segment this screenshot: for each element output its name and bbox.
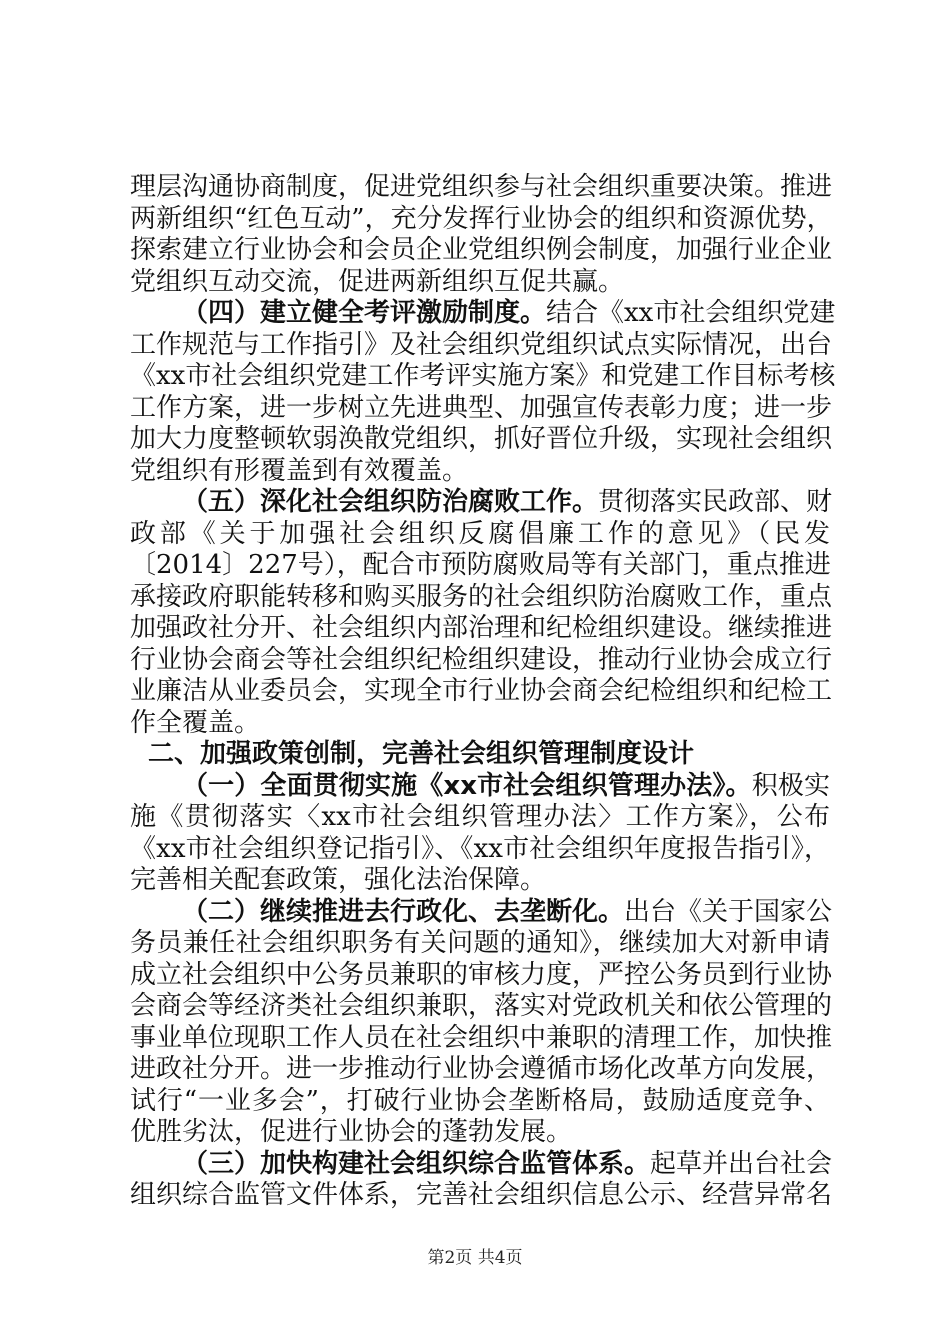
text-line: 工作方案，进一步树立先进典型、加强宣传表彰力度；进一步: [130, 392, 833, 423]
paragraph-heading-line: [130, 298, 836, 330]
text-line: 探索建立行业协会和会员企业党组织例会制度，加强行业企业: [130, 235, 833, 265]
subsection-title: （三）加快构建社会组织综合监管体系。: [182, 1148, 651, 1179]
text-run: 出台《关于国家公: [624, 896, 833, 927]
text-line: 优胜劣汰，促进行业协会的蓬勃发展。: [130, 1117, 573, 1147]
text-line: 《xx市社会组织登记指引》、《xx市社会组织年度报告指引》，: [130, 833, 830, 864]
paragraph-heading-line: [130, 771, 830, 803]
text-line: 《xx市社会组织党建工作考评实施方案》和党建工作目标考核: [130, 361, 836, 391]
text-line: 会商会等经济类社会组织兼职，落实对党政机关和依公管理的: [130, 991, 833, 1021]
page-footer: 第2页 共4页: [427, 1248, 523, 1268]
text-line: 承接政府职能转移和购买服务的社会组织防治腐败工作，重点: [130, 581, 833, 612]
text-line: 业廉洁从业委员会，实现全市行业协会商会纪检组织和纪检工: [130, 676, 833, 706]
text-line: 党组织有形覆盖到有效覆盖。: [130, 455, 469, 486]
text-line: 事业单位现职工作人员在社会组织中兼职的清理工作，加快推: [130, 1022, 833, 1053]
text-line: 理层沟通协商制度，促进党组织参与社会组织重要决策。推进: [130, 172, 833, 202]
text-line: 两新组织“红色互动”，充分发挥行业协会的组织和资源优势，: [130, 203, 833, 234]
text-line: 行业协会商会等社会组织纪检组织建设，推动行业协会成立行: [130, 644, 833, 675]
text-line: 党组织互动交流，促进两新组织互促共赢。: [130, 266, 625, 297]
text-line: 施《贯彻落实〈xx市社会组织管理办法〉工作方案》，公布: [130, 802, 830, 832]
paragraph-heading-line: [130, 487, 833, 519]
text-line: 工作规范与工作指引》及社会组织党组织试点实际情况，出台: [130, 329, 833, 360]
text-line: 政部《关于加强社会组织反腐倡廉工作的意见》（民发: [130, 518, 830, 549]
paragraph-heading-line: [130, 1148, 833, 1181]
section-heading: 二、加强政策创制，完善社会组织管理制度设计: [148, 739, 695, 769]
text-line: 组织综合监管文件体系，完善社会组织信息公示、经营异常名: [130, 1180, 833, 1210]
text-line: 试行“一业多会”，打破行业协会垄断格局，鼓励适度竞争、: [130, 1085, 830, 1116]
text-line: 务员兼任社会组织职务有关问题的通知》，继续加大对新申请: [130, 928, 830, 958]
subsection-title: （五）深化社会组织防治腐败工作。: [182, 487, 599, 517]
text-run: 积极实: [751, 770, 830, 801]
text-line: 成立社会组织中公务员兼职的审核力度，严控公务员到行业协: [130, 959, 833, 990]
text-line: 作全覆盖。: [130, 707, 261, 738]
text-line: 〔2014〕227号），配合市预防腐败局等有关部门，重点推进: [130, 550, 831, 580]
document-body: [130, 172, 836, 1212]
text-line: 加大力度整顿软弱涣散党组织，抓好晋位升级，实现社会组织: [130, 424, 833, 454]
paragraph-heading-line: [130, 896, 833, 929]
text-run: 贯彻落实民政部、财: [598, 487, 833, 517]
text-run: 起草并出台社会: [650, 1148, 833, 1179]
text-run: 结合《xx市社会组织党建: [546, 298, 836, 328]
subsection-title: （一）全面贯彻实施《xx市社会组织管理办法》。: [182, 770, 752, 801]
text-line: 完善相关配套政策，强化法治保障。: [130, 865, 547, 895]
text-line: 加强政社分开、社会组织内部治理和纪检组织建设。继续推进: [130, 613, 833, 643]
text-line: 进政社分开。进一步推动行业协会遵循市场化改革方向发展，: [130, 1054, 833, 1084]
subsection-title: （四）建立健全考评激励制度。: [182, 298, 547, 328]
subsection-title: （二）继续推进去行政化、去垄断化。: [182, 896, 625, 927]
